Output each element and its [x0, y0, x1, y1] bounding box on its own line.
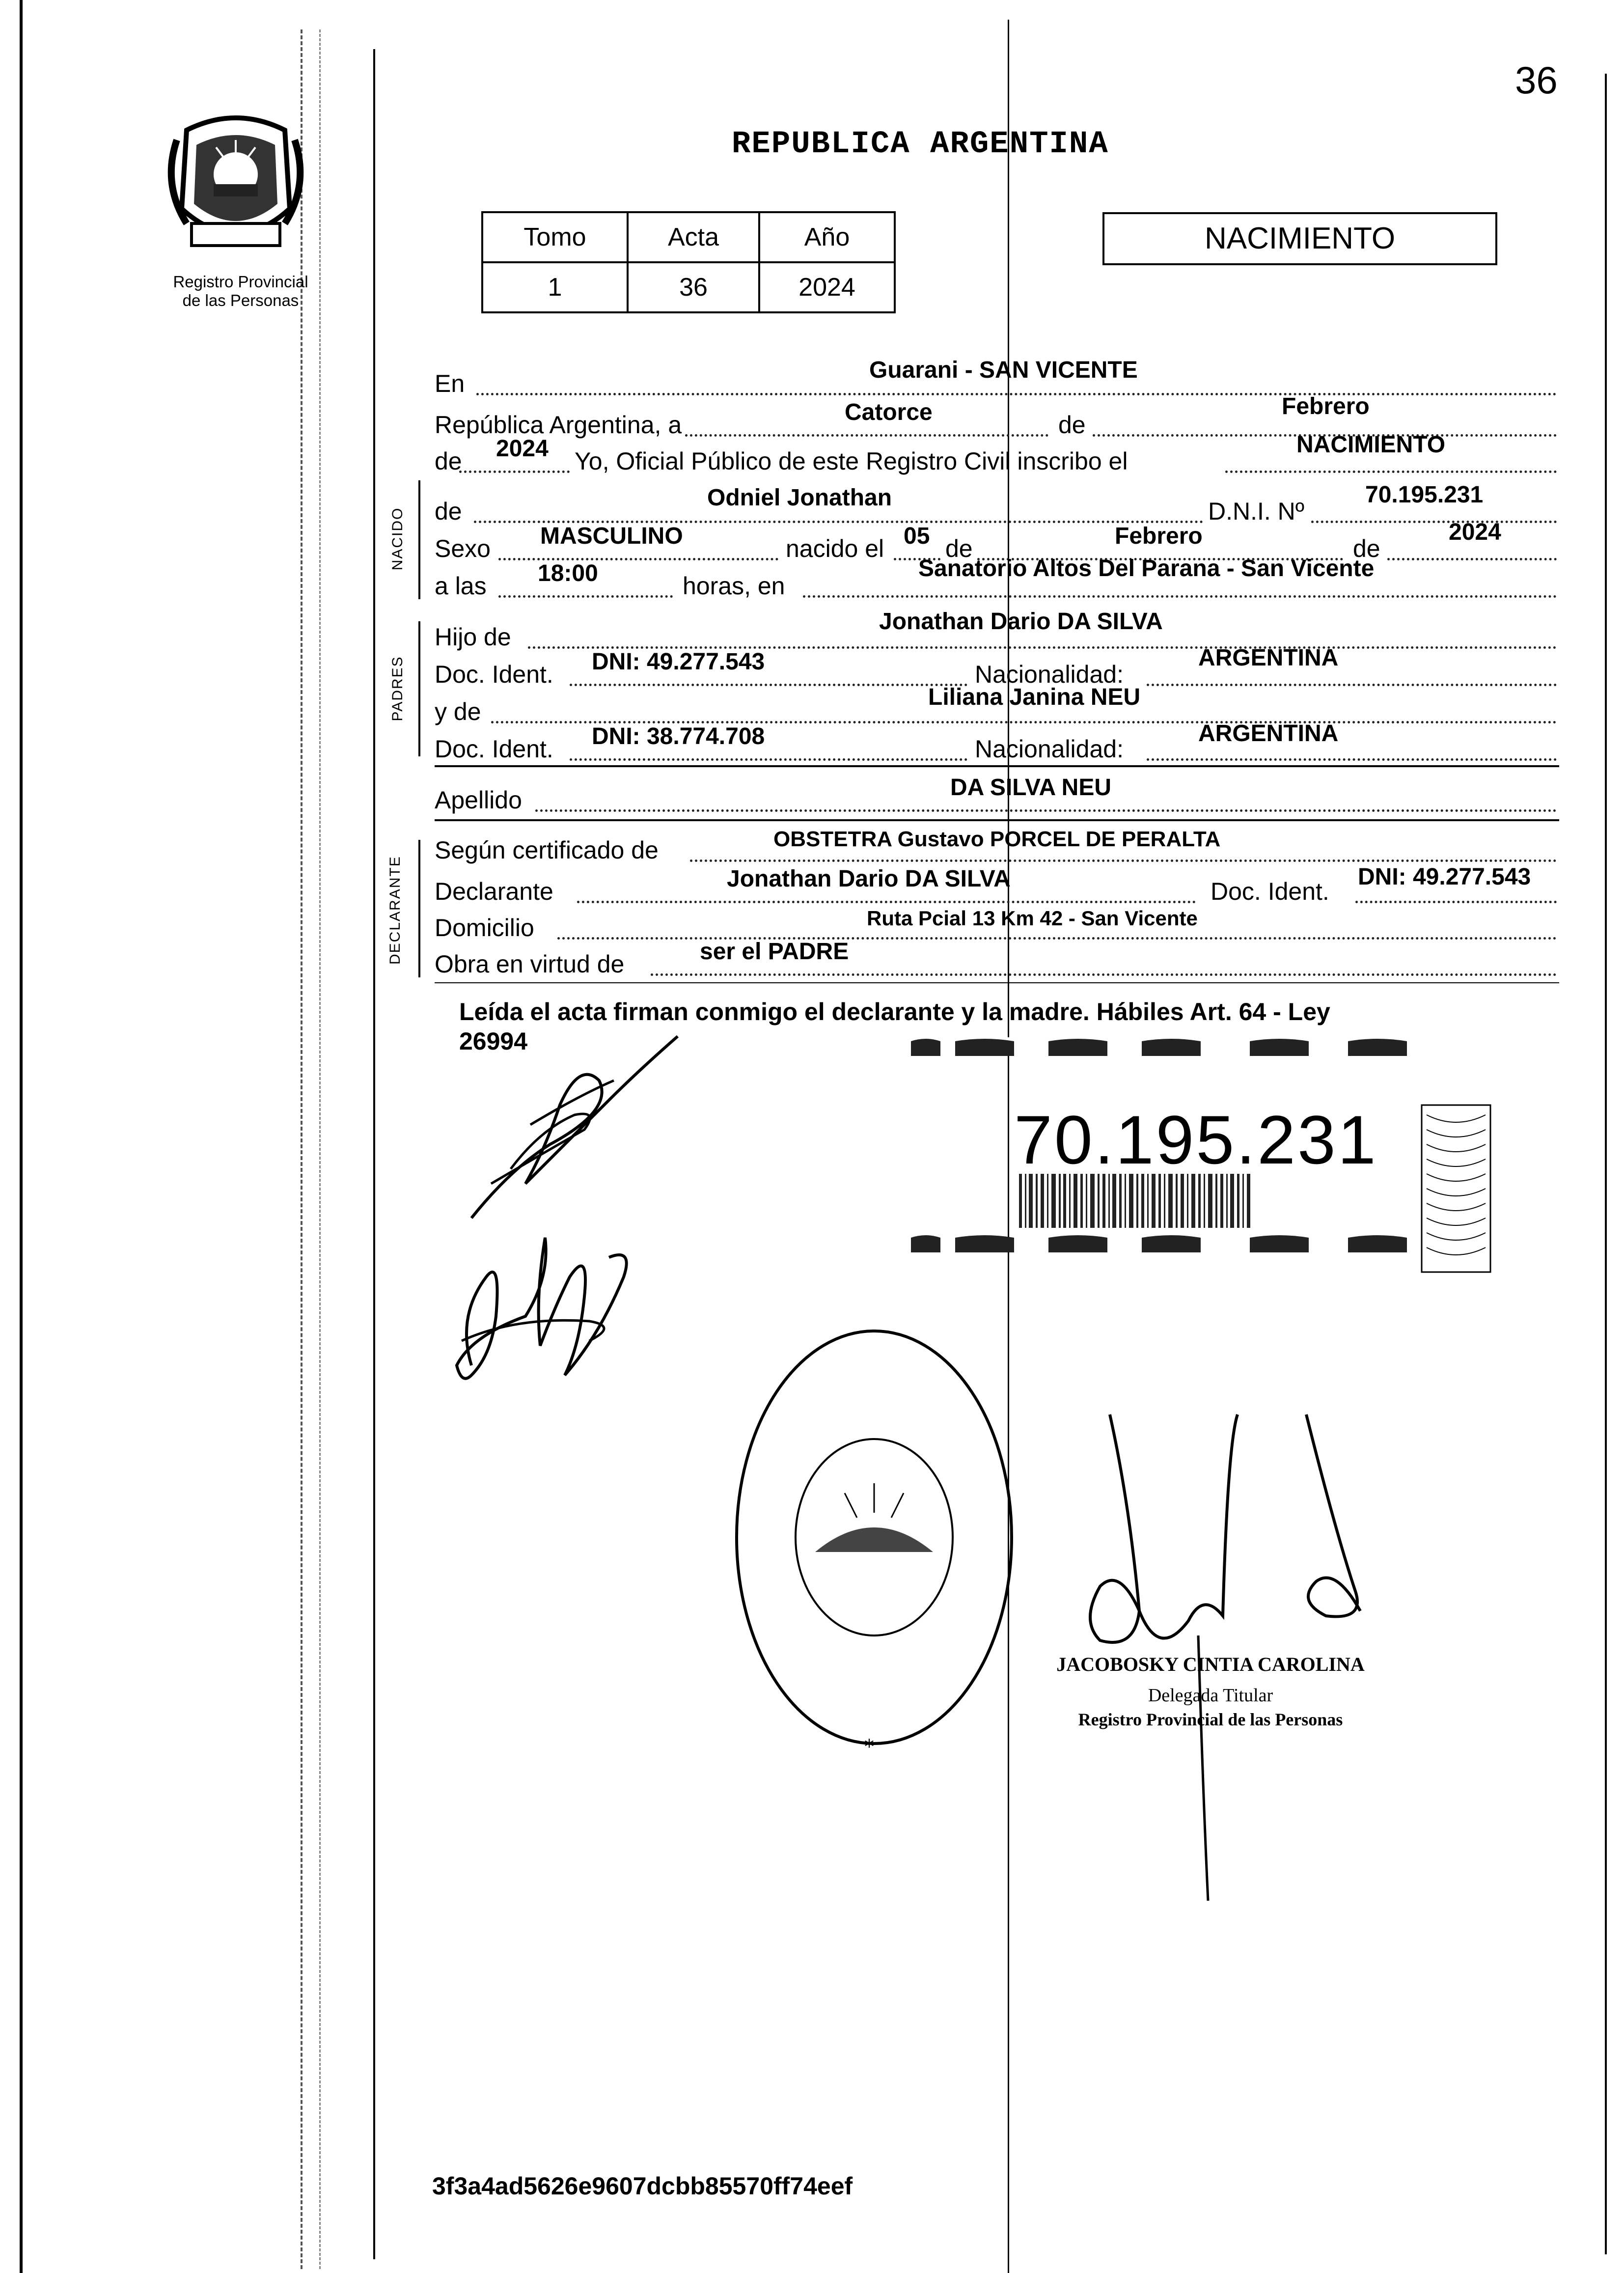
section-divider: [435, 765, 1559, 767]
nacionalidad-label: Nacionalidad:: [975, 661, 1124, 688]
father-nationality-value: ARGENTINA: [1198, 645, 1339, 671]
month-value: Febrero: [1282, 393, 1370, 419]
de2-label: de: [435, 447, 462, 475]
nacido-section-label: NACIDO: [389, 507, 406, 571]
dotted-line: [1225, 471, 1557, 473]
registry-line-1: Registro Provincial: [173, 273, 308, 291]
section-divider: [435, 982, 1559, 983]
nacionalidad-label-2: Nacionalidad:: [975, 735, 1124, 763]
declarante-bracket: [418, 840, 420, 977]
a-las-label: a las: [435, 572, 487, 600]
day-words-value: Catorce: [845, 399, 933, 425]
page-number: 36: [1515, 58, 1558, 102]
dotted-line: [803, 595, 1557, 598]
domicilio-value: Ruta Pcial 13 Km 42 - San Vicente: [867, 907, 1198, 930]
delegation-seal-stamp: [717, 1316, 1031, 1758]
mother-signature: [442, 1218, 648, 1395]
mother-name-value: Liliana Janina NEU: [928, 684, 1141, 710]
mother-nationality-value: ARGENTINA: [1198, 721, 1339, 747]
dotted-line: [459, 471, 570, 473]
en-label: En: [435, 370, 465, 397]
dotted-line: [685, 434, 1048, 437]
dotted-line: [476, 393, 1557, 395]
left-margin-line: [20, 0, 23, 2273]
registry-name: [157, 273, 324, 310]
dotted-line: [535, 809, 1557, 812]
declarante-label: Declarante: [435, 878, 553, 905]
nacido-bracket: [418, 480, 420, 599]
dotted-line: [1147, 758, 1557, 761]
de-label-3: de: [1353, 535, 1380, 562]
column-header-ano: Año: [759, 212, 895, 262]
doc-ident-label-3: Doc. Ident.: [1211, 878, 1329, 905]
delegate-name: JACOBOSKY CINTIA CAROLINA: [1056, 1653, 1365, 1675]
padres-bracket: [418, 621, 420, 756]
binding-line: [373, 49, 375, 2259]
father-doc-value: DNI: 49.277.543: [592, 649, 765, 675]
delegate-title: Delegada Titular: [1148, 1685, 1273, 1706]
birth-month-value: Febrero: [1115, 523, 1203, 549]
hijo-de-label: Hijo de: [435, 623, 511, 651]
birth-place-value: Sanatorio Altos Del Parana - San Vicente: [918, 555, 1375, 582]
dotted-line: [1387, 558, 1557, 560]
declarant-signature: [452, 1022, 697, 1228]
declarante-section-label: DECLARANTE: [387, 856, 403, 965]
obra-value: ser el PADRE: [700, 939, 849, 965]
birth-day-value: 05: [904, 523, 930, 549]
country-heading: REPUBLICA ARGENTINA: [732, 127, 1109, 162]
province-coat-of-arms-logo: [157, 111, 314, 258]
dotted-line: [1355, 901, 1557, 903]
domicilio-label: Domicilio: [435, 914, 534, 942]
closing-line-1: Leída el acta firman conmigo el declarante y la madre. Hábiles Art. 64 - Ley: [459, 998, 1330, 1026]
birth-time-value: 18:00: [538, 560, 598, 586]
registry-line-2: de las Personas: [182, 291, 299, 309]
place-value: Guarani - SAN VICENTE: [869, 357, 1138, 383]
mother-doc-value: DNI: 38.774.708: [592, 723, 765, 749]
left-dashed-line-2: [319, 29, 321, 2269]
child-name-value: Odniel Jonathan: [707, 485, 892, 511]
birth-year-value: 2024: [1449, 519, 1501, 545]
certificate-value: OBSTETRA Gustavo PORCEL DE PERALTA: [773, 827, 1221, 851]
nacido-el-label: nacido el: [786, 535, 884, 562]
record-type-box: NACIMIENTO: [1102, 212, 1497, 265]
segun-certificado-label: Según certificado de: [435, 836, 659, 864]
declarant-name-value: Jonathan Dario DA SILVA: [727, 866, 1011, 892]
ano-value: 2024: [759, 262, 895, 312]
inscribo-sentence: Yo, Oficial Público de este Registro Civil inscribo el: [575, 447, 1128, 475]
child-dni-value: 70.195.231: [1365, 482, 1484, 508]
obra-en-virtud-label: Obra en virtud de: [435, 950, 625, 978]
sexo-label: Sexo: [435, 535, 491, 562]
section-divider: [435, 819, 1559, 821]
act-value: NACIMIENTO: [1296, 432, 1446, 458]
column-header-acta: Acta: [628, 212, 759, 262]
de-label: de: [1058, 411, 1086, 439]
dotted-line: [1311, 521, 1557, 523]
dotted-line: [570, 684, 967, 686]
delegate-office: Registro Provincial de las Personas: [1078, 1710, 1343, 1729]
declarant-doc-value: DNI: 49.277.543: [1358, 864, 1531, 890]
dotted-line: [690, 859, 1557, 862]
closing-line-2: 26994: [459, 1027, 528, 1055]
apellido-value: DA SILVA NEU: [950, 775, 1112, 801]
year-value: 2024: [496, 436, 549, 462]
document-hash: 3f3a4ad5626e9607dcbb85570ff74eef: [432, 2172, 853, 2200]
acta-value: 36: [628, 262, 759, 312]
record-table: [481, 211, 896, 313]
de-label-2: de: [945, 535, 973, 562]
y-de-label: y de: [435, 698, 481, 725]
svg-text:*: *: [864, 1736, 874, 1758]
apellido-label: Apellido: [435, 786, 522, 814]
tomo-value: 1: [482, 262, 628, 312]
sexo-value: MASCULINO: [540, 523, 683, 549]
right-border-line: [1605, 74, 1607, 2254]
dotted-line: [577, 901, 1196, 903]
dotted-line: [651, 973, 1557, 976]
father-name-value: Jonathan Dario DA SILVA: [879, 609, 1163, 635]
padres-section-label: PADRES: [389, 656, 406, 721]
horas-label: horas, en: [683, 572, 785, 600]
left-dashed-line: [301, 29, 303, 2269]
barcode-number: 70.195.231: [1014, 1101, 1378, 1178]
dotted-line: [570, 758, 967, 761]
de-label: de: [435, 498, 462, 525]
dni-label: D.N.I. Nº: [1208, 498, 1305, 525]
doc-ident-label-2: Doc. Ident.: [435, 735, 553, 763]
dotted-line: [498, 595, 673, 598]
doc-ident-label: Doc. Ident.: [435, 661, 553, 688]
dotted-line: [1147, 684, 1557, 686]
column-header-tomo: Tomo: [482, 212, 628, 262]
republica-label: República Argentina, a: [435, 411, 682, 439]
